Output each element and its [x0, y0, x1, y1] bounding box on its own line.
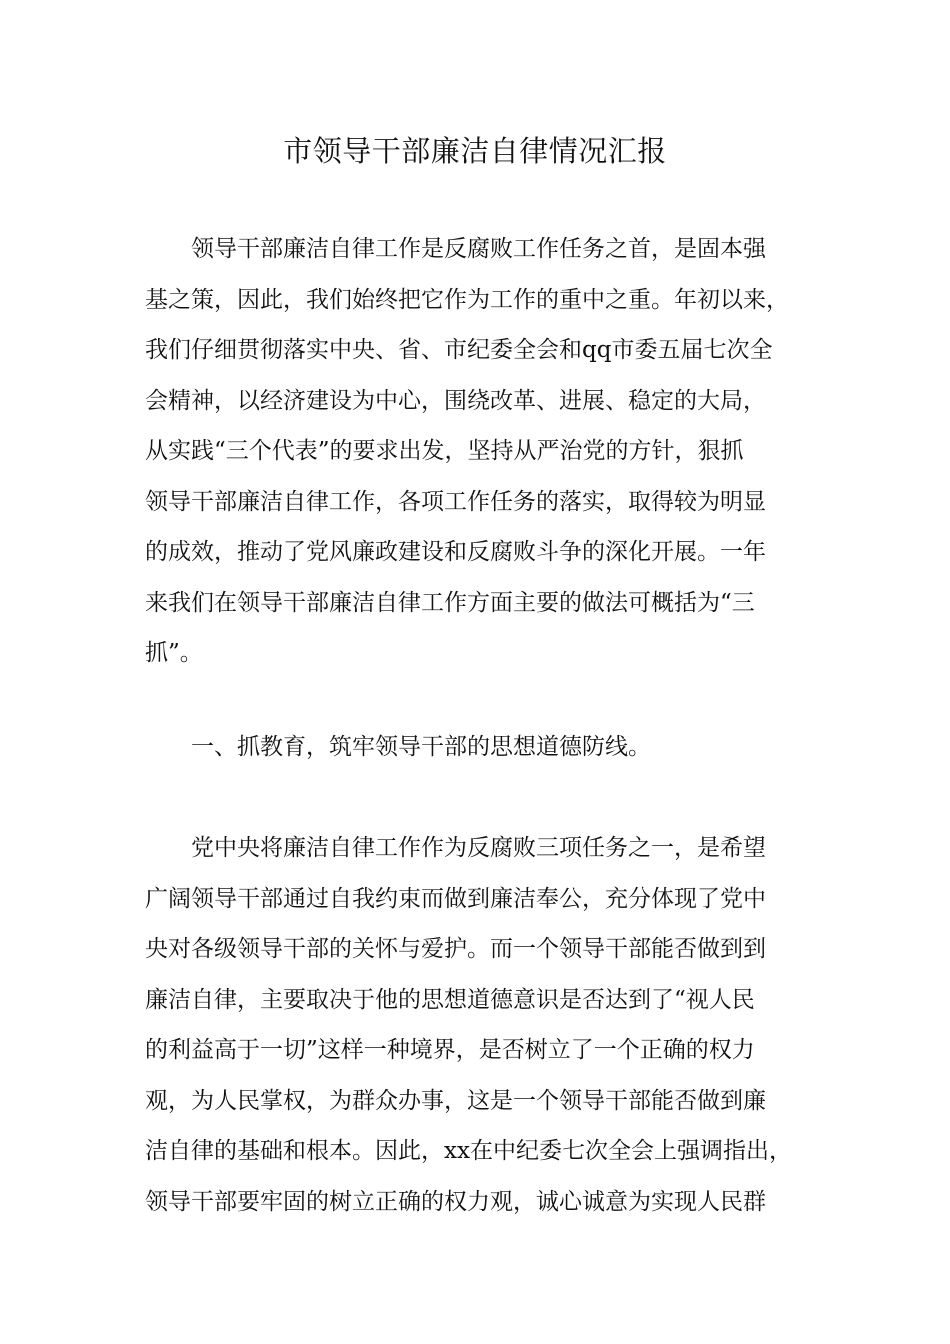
- text-line: 领导干部廉洁自律工作是反腐败工作任务之首，是固本强: [145, 236, 766, 262]
- section-paragraph: [145, 823, 810, 1227]
- text-line: 观，为人民掌权，为群众办事，这是一个领导干部能否做到廉: [145, 1087, 766, 1114]
- text-line: 领导干部廉洁自律工作，各项工作任务的落实，取得较为明显: [145, 488, 766, 515]
- text-line: 会精神，以经济建设为中心，围绕改革、进展、稳定的大局，: [145, 387, 766, 414]
- document-title: 市领导干部廉洁自律情况汇报: [283, 134, 667, 168]
- text-line: 来我们在领导干部廉洁自律工作方面主要的做法可概括为“三: [145, 589, 755, 616]
- text-line: 廉洁自律，主要取决于他的思想道德意识是否达到了“视人民: [145, 986, 755, 1013]
- text-line: 从实践“三个代表”的要求出发，坚持从严治党的方针，狠抓: [145, 438, 744, 464]
- text-line: 广阔领导干部通过自我约束而做到廉洁奉公，充分体现了党中: [145, 885, 766, 912]
- text-line: 的利益高于一切”这样一种境界，是否树立了一个正确的权力: [145, 1037, 755, 1063]
- text-line: 抓”。: [145, 640, 203, 666]
- text-line: 的成效，推动了党风廉政建设和反腐败斗争的深化开展。一年: [145, 539, 766, 565]
- text-line: 领导干部要牢固的树立正确的权力观，诚心诚意为实现人民群: [145, 1188, 766, 1215]
- intro-paragraph: [145, 224, 810, 679]
- section-heading: [145, 722, 810, 773]
- section-heading-text: 一、抓教育，筑牢领导干部的思想道德防线。: [145, 734, 651, 760]
- text-line: 基之策，因此，我们始终把它作为工作的重中之重。年初以来，: [145, 286, 789, 313]
- text-line: 我们仔细贯彻落实中央、省、市纪委全会和qq市委五届七次全: [145, 337, 773, 363]
- text-line: 央对各级领导干部的关怀与爱护。而一个领导干部能否做到到: [145, 936, 766, 962]
- text-line: 党中央将廉洁自律工作作为反腐败三项任务之一，是希望: [145, 835, 766, 861]
- text-line: 洁自律的基础和根本。因此，xx在中纪委七次全会上强调指出，: [145, 1138, 792, 1164]
